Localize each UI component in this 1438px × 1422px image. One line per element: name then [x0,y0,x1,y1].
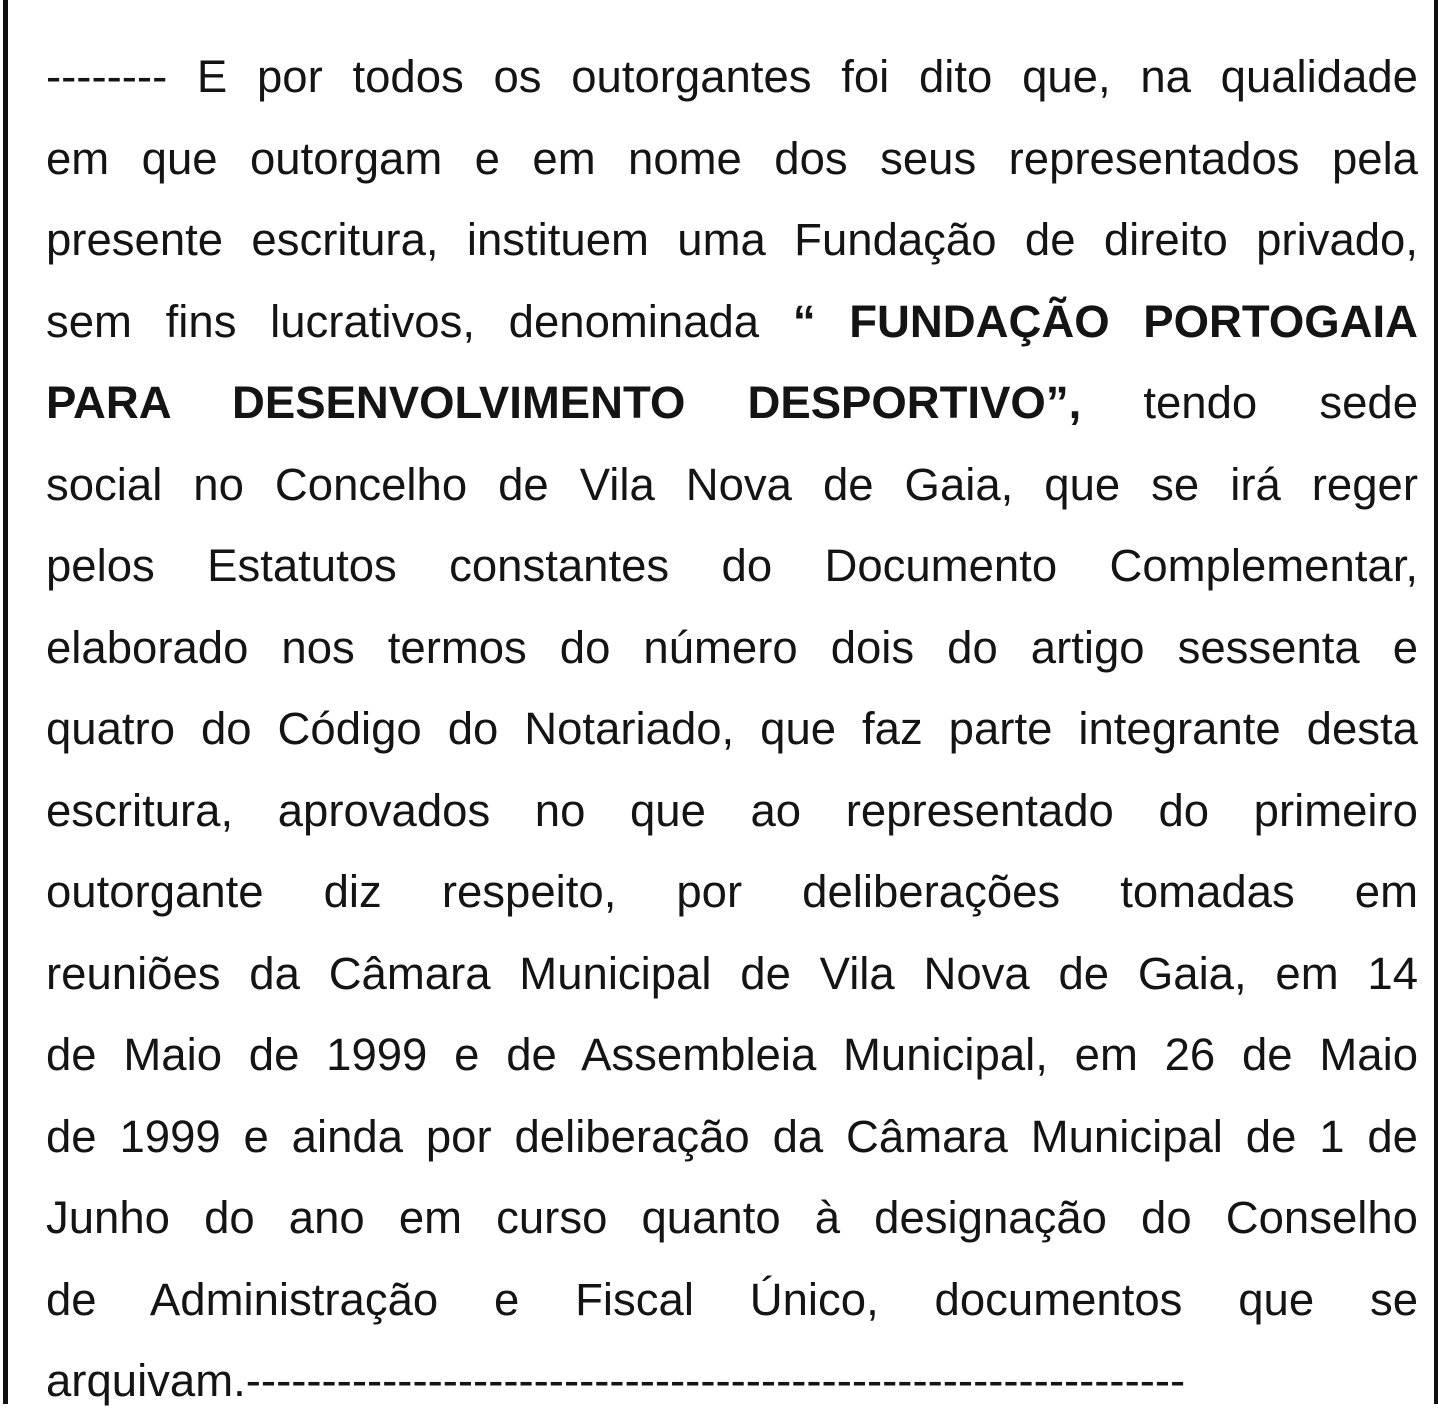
text-line-15 [46,1177,1418,1259]
text-line-17 [46,1340,1418,1422]
text-line-1 [46,36,1418,118]
text-run: arquivam.-------------------------------------------------------------- [46,1355,1186,1406]
text-run: social no Concelho de Vila Nova de Gaia, que se irá reger [46,458,1418,510]
text-line-12 [46,933,1418,1015]
text-line-3 [46,199,1418,281]
text-run: tendo sede [1081,377,1418,428]
text-run: reuniões da Câmara Municipal de Vila Nova de Gaia, em 14 [46,947,1418,999]
text-line-6 [46,444,1418,526]
text-line-2 [46,118,1418,200]
text-run: presente escritura, instituem uma Fundação de direito privado, [46,214,1418,265]
text-run: em que outorgam e em nome dos seus representados pela [46,132,1418,184]
text-line-8 [46,607,1418,689]
deed-paragraph [46,36,1418,1422]
text-line-13 [46,1014,1418,1096]
text-run: elaborado nos termos do número dois do artigo sessenta e [46,621,1418,673]
text-line-11 [46,851,1418,933]
text-line-4 [46,281,1418,363]
right-margin-rule [1434,0,1438,1404]
text-run: sem fins lucrativos, denominada [46,295,793,347]
text-line-10 [46,770,1418,852]
left-margin-rule [3,0,8,1404]
text-line-5 [46,362,1418,444]
text-run: -------- E por todos os outorgantes foi dito que, na qualidade [46,51,1418,102]
text-run: Junho do ano em curso quanto à designação do Conselho [46,1192,1418,1243]
text-line-14 [46,1096,1418,1178]
text-run: escritura, aprovados no que ao representado do primeiro [46,784,1418,836]
text-run: de 1999 e ainda por deliberação da Câmara Municipal de 1 de [46,1110,1418,1162]
text-line-16 [46,1259,1418,1341]
text-line-7 [46,525,1418,607]
text-run: outorgante diz respeito, por deliberações tomadas em [46,866,1418,917]
text-run: de Maio de 1999 e de Assembleia Municipal, em 26 de Maio [46,1029,1418,1080]
text-run: de Administração e Fiscal Único, documentos que se [46,1273,1418,1325]
foundation-name-part-2: PARA DESENVOLVIMENTO DESPORTIVO”, [46,377,1082,428]
text-run: pelos Estatutos constantes do Documento Complementar, [46,540,1418,591]
text-run: quatro do Código do Notariado, que faz parte integrante desta [46,703,1418,754]
text-line-9 [46,688,1418,770]
foundation-name-part-1: “ FUNDAÇÃO PORTOGAIA [792,295,1418,347]
